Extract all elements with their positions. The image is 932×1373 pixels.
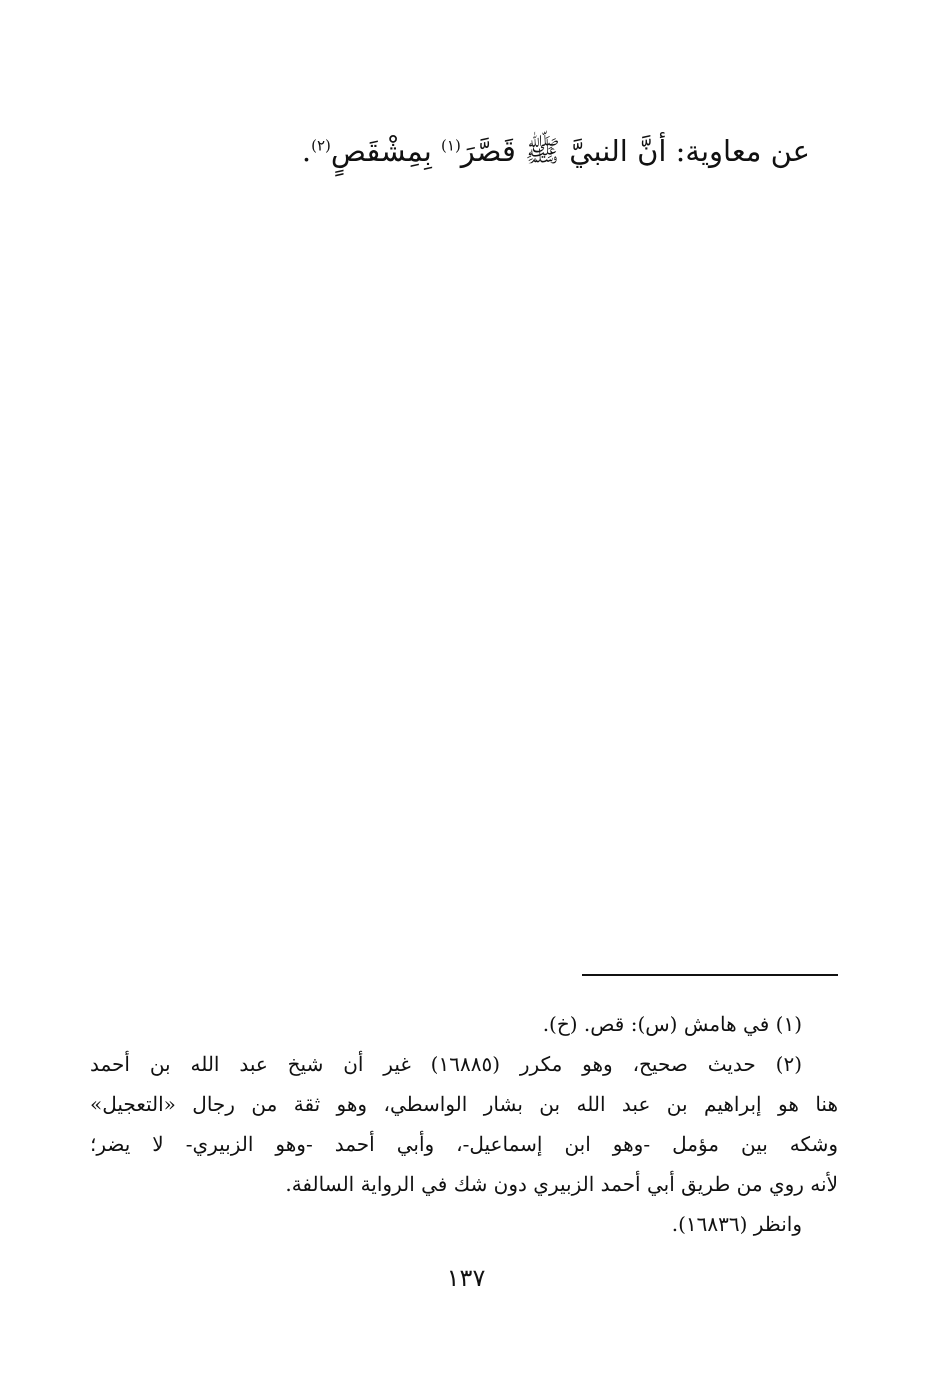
- footnote-2-line-5: وانظر (١٦٨٣٦).: [671, 1212, 802, 1236]
- footnote-2-line-3: وشكه بين مؤمل -وهو ابن إسماعيل-، وأبي أحمد -وهو الزبيري- لا يضر؛: [90, 1132, 838, 1156]
- hadith-text-part-1: عن معاوية: أنَّ النبيَّ ﷺ قَصَّرَ: [460, 134, 810, 168]
- footnote-marker-1: (١): [441, 136, 461, 155]
- footnote-1: (١) في هامش (س): قص. (خ).: [542, 1012, 802, 1036]
- footnotes-section: [90, 1004, 838, 1244]
- hadith-text: [110, 128, 810, 174]
- page-number: ١٣٧: [446, 1264, 486, 1292]
- hadith-text-part-2: بِمِشْقَصٍ: [330, 134, 442, 168]
- footnote-2-line-1: (٢) حديث صحيح، وهو مكرر (١٦٨٨٥) غير أن شيخ عبد الله بن أحمد: [90, 1052, 803, 1076]
- footnote-2-line-4: لأنه روي من طريق أبي أحمد الزبيري دون شك في الرواية السالفة.: [285, 1172, 838, 1196]
- footnote-separator: [582, 974, 838, 976]
- hadith-text-end: .: [301, 134, 312, 168]
- footnote-2-line-2: هنا هو إبراهيم بن عبد الله بن بشار الواسطي، وهو ثقة من رجال «التعجيل»: [90, 1092, 839, 1116]
- footnote-marker-2: (٢): [311, 136, 331, 155]
